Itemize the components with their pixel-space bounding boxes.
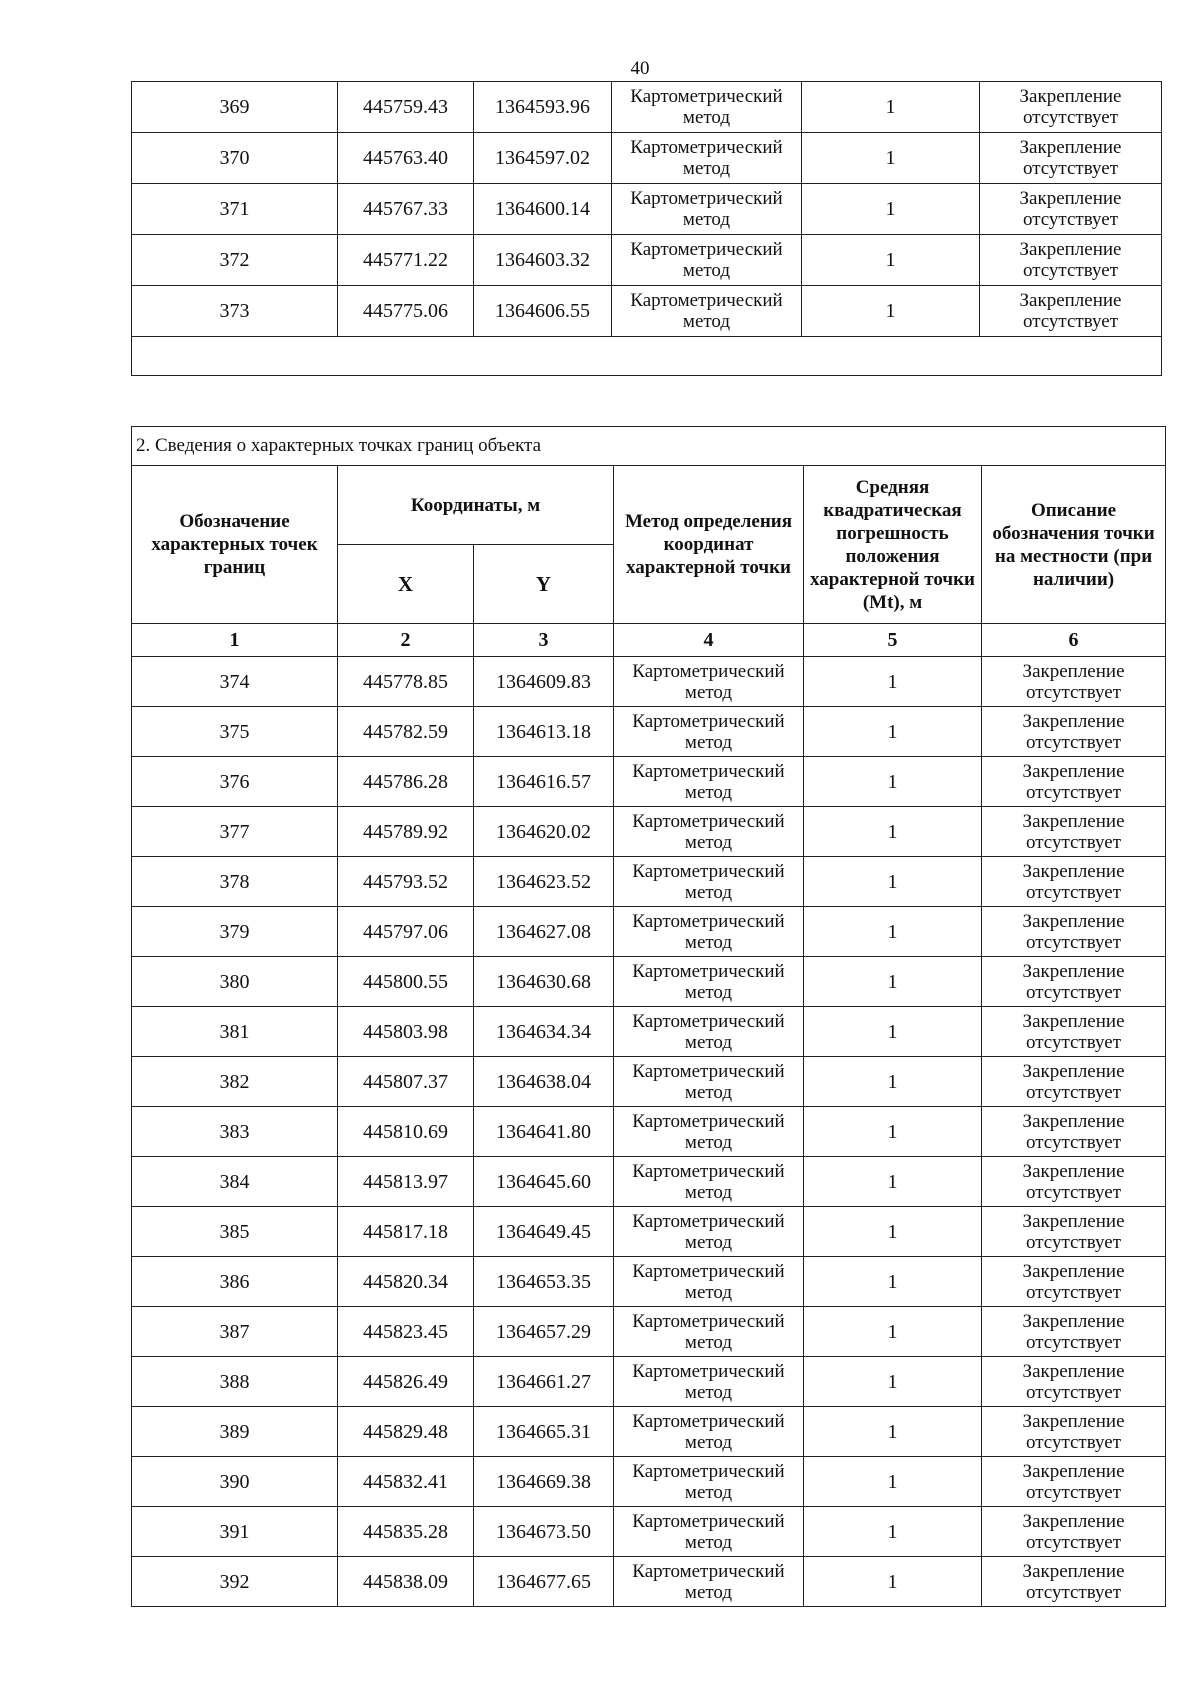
y-coordinate-cell: 1364593.96 <box>474 82 612 133</box>
x-coordinate-cell: 445810.69 <box>338 1107 474 1157</box>
y-coordinate-cell: 1364638.04 <box>474 1057 614 1107</box>
x-coordinate-cell: 445813.97 <box>338 1157 474 1207</box>
error-cell: 1 <box>802 82 980 133</box>
column-number: 6 <box>982 624 1166 657</box>
error-cell: 1 <box>802 286 980 337</box>
error-cell: 1 <box>804 1307 982 1357</box>
table-row <box>132 1057 1166 1107</box>
method-cell: Картометрический метод <box>614 1207 804 1257</box>
description-cell: Закрепление отсутствует <box>982 757 1166 807</box>
description-cell: Закрепление отсутствует <box>982 657 1166 707</box>
description-cell: Закрепление отсутствует <box>982 1507 1166 1557</box>
header-coordinates: Координаты, м <box>338 466 614 545</box>
point-id-cell: 373 <box>132 286 338 337</box>
x-coordinate-cell: 445763.40 <box>338 133 474 184</box>
description-cell: Закрепление отсутствует <box>982 1457 1166 1507</box>
y-coordinate-cell: 1364661.27 <box>474 1357 614 1407</box>
header-y: Y <box>474 545 614 624</box>
x-coordinate-cell: 445759.43 <box>338 82 474 133</box>
error-cell: 1 <box>804 1107 982 1157</box>
point-id-cell: 387 <box>132 1307 338 1357</box>
method-cell: Картометрический метод <box>614 1307 804 1357</box>
table-row <box>132 1357 1166 1407</box>
error-cell: 1 <box>804 1057 982 1107</box>
point-id-cell: 380 <box>132 957 338 1007</box>
x-coordinate-cell: 445797.06 <box>338 907 474 957</box>
method-cell: Картометрический метод <box>614 907 804 957</box>
column-number: 4 <box>614 624 804 657</box>
column-number: 1 <box>132 624 338 657</box>
header-error: Средняя квадратическая погрешность положения характерной точки (Mt), м <box>804 466 982 624</box>
description-cell: Закрепление отсутствует <box>982 1007 1166 1057</box>
point-id-cell: 374 <box>132 657 338 707</box>
table-row <box>132 1557 1166 1607</box>
x-coordinate-cell: 445817.18 <box>338 1207 474 1257</box>
table-row <box>132 707 1166 757</box>
description-cell: Закрепление отсутствует <box>982 957 1166 1007</box>
method-cell: Картометрический метод <box>614 1257 804 1307</box>
point-id-cell: 375 <box>132 707 338 757</box>
x-coordinate-cell: 445807.37 <box>338 1057 474 1107</box>
description-cell: Закрепление отсутствует <box>982 1157 1166 1207</box>
x-coordinate-cell: 445803.98 <box>338 1007 474 1057</box>
error-cell: 1 <box>804 1357 982 1407</box>
y-coordinate-cell: 1364641.80 <box>474 1107 614 1157</box>
x-coordinate-cell: 445767.33 <box>338 184 474 235</box>
description-cell: Закрепление отсутствует <box>982 1107 1166 1157</box>
error-cell: 1 <box>804 1257 982 1307</box>
x-coordinate-cell: 445835.28 <box>338 1507 474 1557</box>
table-row <box>132 757 1166 807</box>
description-cell: Закрепление отсутствует <box>982 1407 1166 1457</box>
table-row <box>132 82 1162 133</box>
table-row <box>132 184 1162 235</box>
y-coordinate-cell: 1364613.18 <box>474 707 614 757</box>
x-coordinate-cell: 445778.85 <box>338 657 474 707</box>
empty-row <box>132 337 1162 376</box>
error-cell: 1 <box>804 1457 982 1507</box>
y-coordinate-cell: 1364623.52 <box>474 857 614 907</box>
error-cell: 1 <box>804 1557 982 1607</box>
y-coordinate-cell: 1364620.02 <box>474 807 614 857</box>
description-cell: Закрепление отсутствует <box>980 184 1162 235</box>
table-row <box>132 1007 1166 1057</box>
boundary-points-table-body <box>132 657 1166 1607</box>
header-row <box>132 466 1166 545</box>
x-coordinate-cell: 445782.59 <box>338 707 474 757</box>
x-coordinate-cell: 445829.48 <box>338 1407 474 1457</box>
x-coordinate-cell: 445793.52 <box>338 857 474 907</box>
x-coordinate-cell: 445789.92 <box>338 807 474 857</box>
table-row <box>132 235 1162 286</box>
error-cell: 1 <box>804 1407 982 1457</box>
y-coordinate-cell: 1364630.68 <box>474 957 614 1007</box>
y-coordinate-cell: 1364677.65 <box>474 1557 614 1607</box>
y-coordinate-cell: 1364627.08 <box>474 907 614 957</box>
description-cell: Закрепление отсутствует <box>982 1207 1166 1257</box>
method-cell: Картометрический метод <box>614 807 804 857</box>
continuation-table-body <box>132 82 1162 376</box>
empty-cell <box>132 337 1162 376</box>
table-row <box>132 1157 1166 1207</box>
description-cell: Закрепление отсутствует <box>982 1307 1166 1357</box>
y-coordinate-cell: 1364616.57 <box>474 757 614 807</box>
method-cell: Картометрический метод <box>614 957 804 1007</box>
y-coordinate-cell: 1364600.14 <box>474 184 612 235</box>
table-row <box>132 1407 1166 1457</box>
point-id-cell: 392 <box>132 1557 338 1607</box>
method-cell: Картометрический метод <box>614 1357 804 1407</box>
method-cell: Картометрический метод <box>614 1057 804 1107</box>
point-id-cell: 370 <box>132 133 338 184</box>
x-coordinate-cell: 445800.55 <box>338 957 474 1007</box>
method-cell: Картометрический метод <box>612 82 802 133</box>
method-cell: Картометрический метод <box>614 1107 804 1157</box>
point-id-cell: 382 <box>132 1057 338 1107</box>
point-id-cell: 388 <box>132 1357 338 1407</box>
y-coordinate-cell: 1364665.31 <box>474 1407 614 1457</box>
y-coordinate-cell: 1364669.38 <box>474 1457 614 1507</box>
point-id-cell: 383 <box>132 1107 338 1157</box>
column-number: 2 <box>338 624 474 657</box>
description-cell: Закрепление отсутствует <box>982 1057 1166 1107</box>
method-cell: Картометрический метод <box>614 757 804 807</box>
table-row <box>132 957 1166 1007</box>
table-row <box>132 907 1166 957</box>
point-id-cell: 372 <box>132 235 338 286</box>
section-title-row <box>132 427 1166 466</box>
error-cell: 1 <box>802 235 980 286</box>
column-number: 5 <box>804 624 982 657</box>
table-row <box>132 1307 1166 1357</box>
method-cell: Картометрический метод <box>614 1157 804 1207</box>
error-cell: 1 <box>804 807 982 857</box>
x-coordinate-cell: 445820.34 <box>338 1257 474 1307</box>
table-row <box>132 1507 1166 1557</box>
error-cell: 1 <box>804 707 982 757</box>
point-id-cell: 381 <box>132 1007 338 1057</box>
point-id-cell: 371 <box>132 184 338 235</box>
point-id-cell: 384 <box>132 1157 338 1207</box>
error-cell: 1 <box>802 184 980 235</box>
x-coordinate-cell: 445832.41 <box>338 1457 474 1507</box>
point-id-cell: 377 <box>132 807 338 857</box>
error-cell: 1 <box>802 133 980 184</box>
point-id-cell: 378 <box>132 857 338 907</box>
y-coordinate-cell: 1364603.32 <box>474 235 612 286</box>
point-id-cell: 385 <box>132 1207 338 1257</box>
error-cell: 1 <box>804 907 982 957</box>
description-cell: Закрепление отсутствует <box>982 1357 1166 1407</box>
y-coordinate-cell: 1364653.35 <box>474 1257 614 1307</box>
method-cell: Картометрический метод <box>612 184 802 235</box>
y-coordinate-cell: 1364597.02 <box>474 133 612 184</box>
table-row <box>132 1457 1166 1507</box>
error-cell: 1 <box>804 657 982 707</box>
column-number-row <box>132 624 1166 657</box>
description-cell: Закрепление отсутствует <box>982 907 1166 957</box>
description-cell: Закрепление отсутствует <box>980 82 1162 133</box>
y-coordinate-cell: 1364657.29 <box>474 1307 614 1357</box>
error-cell: 1 <box>804 757 982 807</box>
y-coordinate-cell: 1364673.50 <box>474 1507 614 1557</box>
header-description: Описание обозначения точки на местности (при наличии) <box>982 466 1166 624</box>
error-cell: 1 <box>804 1157 982 1207</box>
method-cell: Картометрический метод <box>614 657 804 707</box>
description-cell: Закрепление отсутствует <box>982 857 1166 907</box>
table-row <box>132 1107 1166 1157</box>
method-cell: Картометрический метод <box>614 707 804 757</box>
header-method: Метод определения координат характерной точки <box>614 466 804 624</box>
column-number: 3 <box>474 624 614 657</box>
table-row <box>132 1257 1166 1307</box>
description-cell: Закрепление отсутствует <box>982 807 1166 857</box>
y-coordinate-cell: 1364606.55 <box>474 286 612 337</box>
method-cell: Картометрический метод <box>612 286 802 337</box>
y-coordinate-cell: 1364649.45 <box>474 1207 614 1257</box>
table-row <box>132 133 1162 184</box>
x-coordinate-cell: 445771.22 <box>338 235 474 286</box>
page-number: 40 <box>630 58 650 79</box>
table-row <box>132 1207 1166 1257</box>
header-designation: Обозначение характерных точек границ <box>132 466 338 624</box>
point-id-cell: 386 <box>132 1257 338 1307</box>
method-cell: Картометрический метод <box>614 857 804 907</box>
boundary-points-table <box>131 426 1166 1607</box>
method-cell: Картометрический метод <box>614 1457 804 1507</box>
section-title: 2. Сведения о характерных точках границ объекта <box>132 427 1166 466</box>
header-x: X <box>338 545 474 624</box>
method-cell: Картометрический метод <box>614 1557 804 1607</box>
point-id-cell: 369 <box>132 82 338 133</box>
table-row <box>132 857 1166 907</box>
description-cell: Закрепление отсутствует <box>980 286 1162 337</box>
x-coordinate-cell: 445823.45 <box>338 1307 474 1357</box>
point-id-cell: 376 <box>132 757 338 807</box>
error-cell: 1 <box>804 957 982 1007</box>
description-cell: Закрепление отсутствует <box>982 1257 1166 1307</box>
x-coordinate-cell: 445786.28 <box>338 757 474 807</box>
point-id-cell: 389 <box>132 1407 338 1457</box>
point-id-cell: 391 <box>132 1507 338 1557</box>
error-cell: 1 <box>804 1007 982 1057</box>
y-coordinate-cell: 1364645.60 <box>474 1157 614 1207</box>
error-cell: 1 <box>804 857 982 907</box>
x-coordinate-cell: 445775.06 <box>338 286 474 337</box>
y-coordinate-cell: 1364609.83 <box>474 657 614 707</box>
method-cell: Картометрический метод <box>614 1007 804 1057</box>
description-cell: Закрепление отсутствует <box>980 235 1162 286</box>
x-coordinate-cell: 445826.49 <box>338 1357 474 1407</box>
error-cell: 1 <box>804 1507 982 1557</box>
x-coordinate-cell: 445838.09 <box>338 1557 474 1607</box>
method-cell: Картометрический метод <box>612 133 802 184</box>
continuation-table <box>131 81 1162 376</box>
y-coordinate-cell: 1364634.34 <box>474 1007 614 1057</box>
table-row <box>132 657 1166 707</box>
method-cell: Картометрический метод <box>614 1407 804 1457</box>
error-cell: 1 <box>804 1207 982 1257</box>
point-id-cell: 379 <box>132 907 338 957</box>
table-row <box>132 807 1166 857</box>
method-cell: Картометрический метод <box>612 235 802 286</box>
description-cell: Закрепление отсутствует <box>980 133 1162 184</box>
method-cell: Картометрический метод <box>614 1507 804 1557</box>
point-id-cell: 390 <box>132 1457 338 1507</box>
description-cell: Закрепление отсутствует <box>982 707 1166 757</box>
table-row <box>132 286 1162 337</box>
description-cell: Закрепление отсутствует <box>982 1557 1166 1607</box>
